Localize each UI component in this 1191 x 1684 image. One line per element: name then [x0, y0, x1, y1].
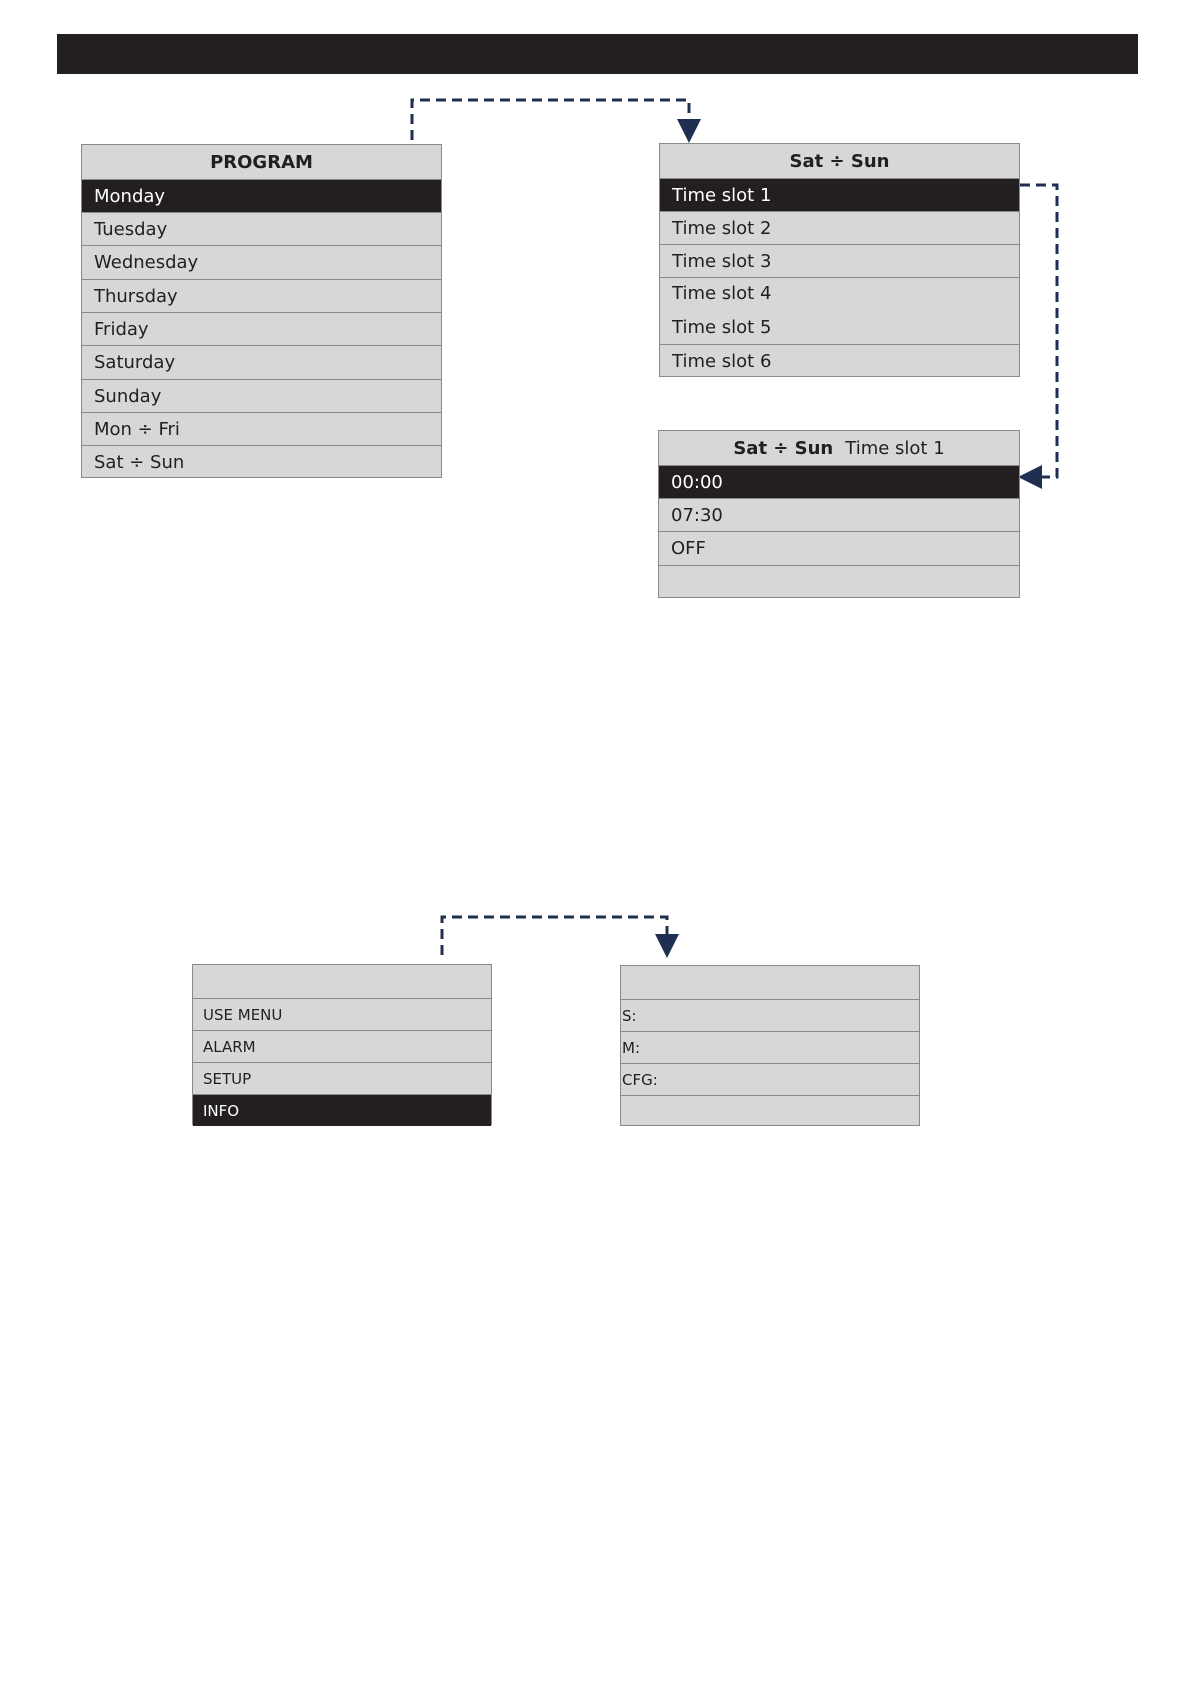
menu-item-sat-sun[interactable]: Sat ÷ Sun	[82, 445, 441, 479]
menu-item-time-slot-6[interactable]: Time slot 6	[660, 344, 1019, 378]
menu-item-time-slot-2[interactable]: Time slot 2	[660, 211, 1019, 244]
program-menu-title: PROGRAM	[210, 151, 313, 173]
menu-item-mon-fri[interactable]: Mon ÷ Fri	[82, 412, 441, 445]
menu-item-wednesday[interactable]: Wednesday	[82, 245, 441, 279]
menu-item-alarm[interactable]: ALARM	[193, 1030, 491, 1062]
menu-item-info[interactable]: INFO	[193, 1094, 491, 1126]
time-slot-detail-slot: Time slot 1	[845, 437, 945, 459]
menu-item-thursday[interactable]: Thursday	[82, 279, 441, 312]
slot-end-time[interactable]: 07:30	[659, 498, 1019, 531]
info-title-row	[621, 966, 919, 999]
menu-item-saturday[interactable]: Saturday	[82, 345, 441, 379]
slot-empty-row	[659, 565, 1019, 599]
time-slots-menu-title: Sat ÷ Sun	[789, 150, 890, 172]
time-slot-detail	[658, 430, 1020, 598]
time-slots-menu	[659, 143, 1020, 377]
slot-state[interactable]: OFF	[659, 531, 1019, 565]
menu-item-time-slot-4[interactable]: Time slot 4	[660, 277, 1019, 311]
connector-menu-to-info	[442, 917, 667, 955]
info-empty-row	[621, 1095, 919, 1127]
info-model: M:	[621, 1031, 919, 1063]
menu-item-time-slot-3[interactable]: Time slot 3	[660, 244, 1019, 277]
slot-start-time[interactable]: 00:00	[659, 465, 1019, 498]
info-panel	[620, 965, 920, 1126]
menu-item-time-slot-1[interactable]: Time slot 1	[660, 178, 1019, 211]
info-configuration: CFG:	[621, 1063, 919, 1095]
connector-program-to-slots	[412, 100, 689, 140]
time-slot-detail-title	[659, 431, 1019, 465]
menu-item-friday[interactable]: Friday	[82, 312, 441, 345]
main-menu-title-row	[193, 965, 491, 998]
info-software-version: S:	[621, 999, 919, 1031]
menu-item-monday[interactable]: Monday	[82, 179, 441, 212]
connector-slots-to-detail	[1020, 185, 1057, 477]
main-menu	[192, 964, 492, 1125]
menu-item-tuesday[interactable]: Tuesday	[82, 212, 441, 245]
menu-item-sunday[interactable]: Sunday	[82, 379, 441, 412]
menu-item-time-slot-5[interactable]: Time slot 5	[672, 317, 772, 338]
menu-item-setup[interactable]: SETUP	[193, 1062, 491, 1094]
menu-item-use-menu[interactable]: USE MENU	[193, 998, 491, 1030]
program-menu	[81, 144, 442, 478]
time-slot-detail-days: Sat ÷ Sun	[733, 437, 834, 459]
